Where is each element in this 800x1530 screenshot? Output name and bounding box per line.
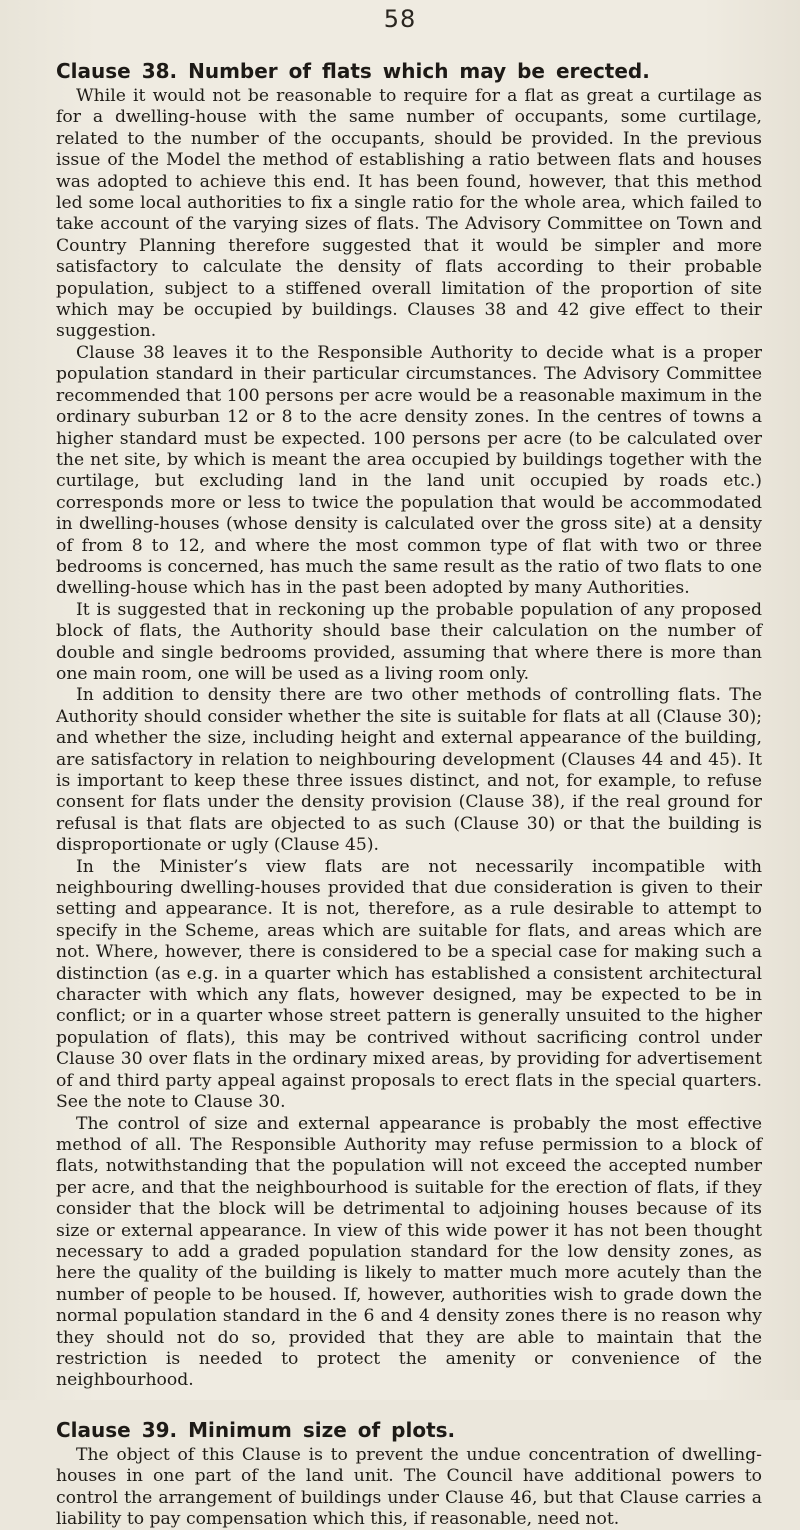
clause-39-heading: Clause 39. Minimum size of plots. (56, 1417, 456, 1442)
clause-39-section (56, 1417, 762, 1530)
clause-38-paragraph-1: While it would not be reasonable to require for a flat as great a curtilage as for a dwelling-house with the same number of occupants, some curtilage, related to the number of the occupants, should be provided. In the previous issue of the Model the method of establishing a ratio between flats and houses was adopted to achieve this end. It has been found, however, that this method led some local authorities to fix a single ratio for the whole area, which failed to take account of the varying sizes of flats. The Advisory Committee on Town and Country Planning therefore suggested that it would be simpler and more satisfactory to calculate the density of flats according to their probable population, subject to a stiffened overall limitation of the proportion of site which may be occupied by buildings. Clauses 38 and 42 give effect to their suggestion. (56, 86, 762, 342)
clause-38-paragraph-5: In the Minister’s view flats are not necessarily incompatible with neighbouring dwelling-houses provided that due consideration is given to their setting and appearance. It is not, therefore, as a rule desirable to attempt to specify in the Scheme, areas which are suitable for flats, and areas which are not. Where, however, there is considered to be a special case for making such a distinction (as e.g. in a quarter which has established a consistent architectural character with which any flats, however designed, may be expected to be in conflict; or in a quarter whose street pattern is generally unsuited to the higher population of flats), this may be contrived without sacrificing control under Clause 30 over flats in the ordinary mixed areas, by providing for advertisement of and third party appeal against proposals to erect flats in the special quarters. See the note to Clause 30. (56, 856, 762, 1113)
clause-38-heading: Clause 38. Number of flats which may be erected. (56, 59, 650, 83)
clause-38-paragraph-2: Clause 38 leaves it to the Responsible Authority to decide what is a proper population standard in their particular circumstances. The Advisory Committee recommended that 100 persons per acre would be a reasonable maximum in the ordinary suburban 12 or 8 to the acre density zones. In the centres of towns a higher standard must be expected. 100 persons per acre (to be calculated over the net site, by which is meant the area occupied by buildings together with the curtilage, but excluding land in the land unit occupied by roads etc.) corresponds more or less to twice the population that would be accommodated in dwelling-houses (whose density is calculated over the gross site) at a density of from 8 to 12, and where the most common type of flat with two or three bedrooms is concerned, has much the same result as the ratio of two flats to one dwelling-house which has in the past been adopted by many Authorities. (56, 342, 762, 599)
page-content (56, 58, 762, 1530)
section-gap (56, 1392, 762, 1417)
clause-38-paragraph-3: It is suggested that in reckoning up the probable population of any proposed block of flats, the Authority should base their calculation on the number of double and single bedrooms provided, assuming that where there is more than one main room, one will be used as a living room only. (56, 599, 762, 684)
clause-38-paragraph-4: In addition to density there are two other methods of controlling flats. The Authority should consider whether the site is suitable for flats at all (Clause 30); and whether the size, including height and external appearance of the building, are satisfactory in relation to neighbouring development (Clauses 44 and 45). It is important to keep these three issues distinct, and not, for example, to refuse consent for flats under the density provision (Clause 38), if the real ground for refusal is that flats are objected to as such (Clause 30) or that the building is disproportionate or ugly (Clause 45). (56, 685, 762, 856)
clause-38-paragraph-6: The control of size and external appearance is probably the most effective method of all. The Responsible Authority may refuse permission to a block of flats, notwithstanding that the population will not exceed the accepted number per acre, and that the neighbourhood is suitable for the erection of flats, if they consider that the block will be detrimental to adjoining houses because of its size or external appearance. In view of this wide power it has not been thought necessary to add a graded population standard for the low density zones, as here the quality of the building is likely to matter much more acutely than the number of people to be housed. If, however, authorities wish to grade down the normal population standard in the 6 and 4 density zones there is no reason why they should not do so, provided that they are able to maintain that the restriction is needed to protect the amenity or convenience of the neighbourhood. (56, 1113, 762, 1391)
page-number: 58 (383, 5, 417, 33)
clause-39-paragraph-1: The object of this Clause is to prevent the undue concentration of dwelling-houses in one part of the land unit. The Council have additional powers to control the arrangement of buildings under Clause 46, but that Clause carries a liability to pay compensation which this, if reasonable, need not. (56, 1444, 762, 1529)
clause-38-section (56, 58, 762, 1392)
